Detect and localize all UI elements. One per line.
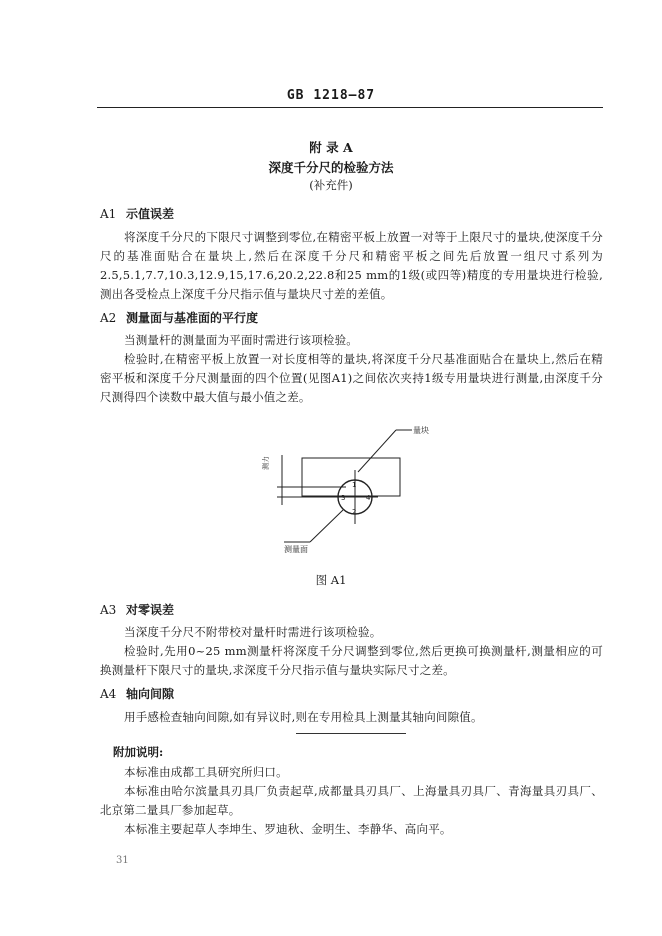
end-rule (296, 733, 406, 734)
section-a2-paragraph: 当测量杆的测量面为平面时需进行该项检验。 (124, 333, 358, 347)
appendix-subtitle: 深度千分尺的检验方法 (268, 160, 394, 175)
position-label: 3 (341, 494, 346, 502)
notes-heading: 附加说明: (113, 745, 164, 759)
section-a3-paragraph: 当深度千分尺不附带校对量杆时需进行该项检验。 (124, 625, 382, 639)
section-a4-paragraph: 用手感检查轴向间隙,如有异议时,则在专用检具上测量其轴向间隙值。 (124, 710, 483, 724)
position-label: 1 (352, 481, 357, 489)
figure-caption: 图 A1 (315, 573, 347, 587)
figure-label-block: 量块 (413, 426, 429, 435)
face-leader (310, 510, 343, 542)
section-title: 测量面与基准面的平行度 (126, 311, 259, 325)
section-a1-paragraph: 将深度千分尺的下限尺寸调整到零位,在精密平板上放置一对等于上限尺寸的量块,使深度千分尺的基准面贴合在量块上,然后在深度千分尺和精密平板之间先后放置一组尺寸系列为2.5,5.1,7.7,10.3,12.9,15,17.6,20.2,22.8和25 mm的1级(或四等)精度的专用量块进行检验,测出各受检点上深度千分尺指示值与量块尺寸差的差值。 (100, 230, 603, 301)
page-number: 31 (116, 855, 129, 866)
section-a2-paragraph: 检验时,在精密平板上放置一对长度相等的量块,将深度千分尺基准面贴合在量块上,然后在精密平板和深度千分尺测量面的四个位置(见图A1)之间依次夹持1级专用量块进行测量,由深度千分尺测得四个读数中最大值与最小值之差。 (100, 352, 603, 404)
section-number: A3 (100, 603, 117, 617)
standard-code: GB 1218—87 (286, 88, 376, 103)
section-title: 轴向间隙 (126, 687, 175, 701)
section-a3-heading (100, 601, 174, 618)
appendix-note: (补充件) (309, 178, 353, 192)
section-title: 对零误差 (126, 603, 175, 617)
position-label: 2 (352, 508, 357, 516)
figure-label-side: 测力 (262, 456, 270, 470)
appendix-title: 附 录 A (309, 140, 353, 155)
gauge-block-shape (302, 458, 400, 496)
notes-paragraph: 本标准由哈尔滨量具刃具厂负责起草,成都量具刃具厂、上海量具刃具厂、青海量具刃具厂、北京第二量具厂参加起草。 (100, 784, 603, 817)
position-label: 4 (366, 494, 371, 502)
notes-paragraph: 本标准由成都工具研究所归口。 (124, 765, 288, 779)
section-a4-heading (100, 685, 174, 702)
section-number: A1 (100, 207, 117, 221)
section-a3-paragraph: 检验时,先用0~25 mm测量杆将深度千分尺调整到零位,然后更换可换测量杆,测量相应的可换测量杆下限尺寸的量块,求深度千分尺指示值与量块实际尺寸之差。 (100, 644, 603, 677)
section-number: A2 (100, 311, 117, 325)
block-leader (358, 430, 396, 472)
section-title: 示值误差 (126, 207, 175, 221)
section-number: A4 (100, 687, 117, 701)
figure-label-face: 测量面 (284, 545, 308, 554)
notes-paragraph: 本标准主要起草人李坤生、罗迪秋、金明生、李静华、高向平。 (124, 822, 452, 836)
